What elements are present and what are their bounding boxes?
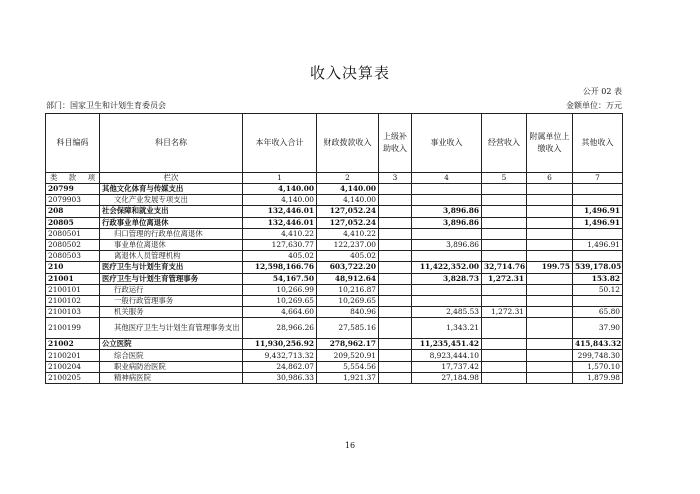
cell-total: 10,269.65 — [243, 295, 317, 306]
xiang-label: 项 — [87, 173, 95, 182]
cell-total: 10,266.99 — [243, 284, 317, 295]
cell-subsidy — [379, 372, 412, 383]
cell-subsidy — [379, 217, 412, 228]
cell-other — [573, 295, 623, 306]
cell-name: 医疗卫生与计划生育支出 — [100, 262, 243, 273]
cell-fiscal: 122,237.00 — [317, 239, 379, 250]
table-row — [46, 372, 623, 383]
cell-operating — [482, 251, 527, 262]
cell-business — [412, 228, 482, 239]
cell-fiscal: 4,140.00 — [317, 195, 379, 206]
cell-fiscal: 10,269.65 — [317, 295, 379, 306]
cell-subsidy — [379, 184, 412, 195]
cell-operating: 1,272.31 — [482, 273, 527, 284]
cell-affiliated — [527, 295, 573, 306]
table-row — [46, 228, 623, 239]
cell-fiscal: 5,554.56 — [317, 361, 379, 372]
cell-name: 行政运行 — [100, 284, 243, 295]
cell-operating: 1,272.31 — [482, 307, 527, 318]
col-number-7: 7 — [573, 173, 623, 184]
cell-business: 3,896.86 — [412, 217, 482, 228]
cell-total: 24,862.07 — [243, 361, 317, 372]
cell-fiscal: 278,962.17 — [317, 339, 379, 350]
cell-subsidy — [379, 339, 412, 350]
cell-affiliated — [527, 228, 573, 239]
cell-fiscal: 603,722.20 — [317, 262, 379, 273]
cell-total: 127,630.77 — [243, 239, 317, 250]
table-row — [46, 295, 623, 306]
form-number: 公开 02 表 — [582, 87, 622, 96]
cell-name: 公立医院 — [100, 339, 243, 350]
cell-code: 210 — [46, 262, 100, 273]
cell-code: 2100103 — [46, 307, 100, 318]
cell-code: 21001 — [46, 273, 100, 284]
cell-affiliated — [527, 318, 573, 339]
cell-operating — [482, 372, 527, 383]
cell-affiliated — [527, 350, 573, 361]
col-number-3: 3 — [379, 173, 412, 184]
kuan-label: 款 — [68, 173, 77, 182]
cell-other — [573, 251, 623, 262]
cell-affiliated — [527, 361, 573, 372]
cell-affiliated — [527, 372, 573, 383]
col-affiliated: 附属单位上缴收入 — [527, 114, 573, 173]
cell-fiscal: 4,410.22 — [317, 228, 379, 239]
cell-business — [412, 295, 482, 306]
cell-operating — [482, 228, 527, 239]
cell-name: 综合医院 — [100, 350, 243, 361]
cell-name: 机关服务 — [100, 307, 243, 318]
cell-affiliated — [527, 251, 573, 262]
table-row — [46, 184, 623, 195]
col-name: 科目名称 — [100, 114, 243, 173]
cell-operating: 32,714.76 — [482, 262, 527, 273]
cell-name: 归口管理的行政单位离退休 — [100, 228, 243, 239]
cell-operating — [482, 195, 527, 206]
cell-affiliated — [527, 273, 573, 284]
class-section-item — [46, 173, 100, 184]
cell-fiscal: 209,520.91 — [317, 350, 379, 361]
cell-operating — [482, 339, 527, 350]
cell-code: 2080503 — [46, 251, 100, 262]
cell-operating — [482, 350, 527, 361]
cell-operating — [482, 239, 527, 250]
cell-business: 3,896.86 — [412, 206, 482, 217]
col-other: 其他收入 — [573, 114, 623, 173]
income-table — [45, 113, 623, 384]
cell-other: 415,843.32 — [573, 339, 623, 350]
cell-business — [412, 251, 482, 262]
cell-name: 一般行政管理事务 — [100, 295, 243, 306]
cell-other — [573, 228, 623, 239]
cell-total: 54,167.50 — [243, 273, 317, 284]
col-subsidy: 上级补助收入 — [379, 114, 412, 173]
table-row — [46, 195, 623, 206]
table-row — [46, 273, 623, 284]
table-row — [46, 251, 623, 262]
cell-code: 20805 — [46, 217, 100, 228]
cell-business: 11,422,352.00 — [412, 262, 482, 273]
cell-subsidy — [379, 350, 412, 361]
cell-subsidy — [379, 273, 412, 284]
cell-business: 8,923,444.10 — [412, 350, 482, 361]
cell-name: 精神病医院 — [100, 372, 243, 383]
cell-other — [573, 195, 623, 206]
lei-label: 类 — [50, 173, 58, 182]
table-row — [46, 350, 623, 361]
cell-affiliated — [527, 239, 573, 250]
cell-total: 28,966.26 — [243, 318, 317, 339]
col-business: 事业收入 — [412, 114, 482, 173]
cell-other: 65.80 — [573, 307, 623, 318]
cell-fiscal: 405.02 — [317, 251, 379, 262]
cell-fiscal: 48,912.64 — [317, 273, 379, 284]
cell-operating — [482, 184, 527, 195]
cell-fiscal: 27,585.16 — [317, 318, 379, 339]
table-row — [46, 307, 623, 318]
cell-total: 4,410.22 — [243, 228, 317, 239]
cell-business: 3,828.73 — [412, 273, 482, 284]
cell-subsidy — [379, 195, 412, 206]
cell-total: 9,432,713.32 — [243, 350, 317, 361]
cell-code: 20799 — [46, 184, 100, 195]
table-row — [46, 361, 623, 372]
cell-subsidy — [379, 295, 412, 306]
cell-fiscal: 840.96 — [317, 307, 379, 318]
cell-name: 行政事业单位离退休 — [100, 217, 243, 228]
cell-name: 其他文化体育与传媒支出 — [100, 184, 243, 195]
cell-operating — [482, 217, 527, 228]
cell-name: 事业单位离退休 — [100, 239, 243, 250]
cell-affiliated — [527, 339, 573, 350]
cell-affiliated — [527, 307, 573, 318]
cell-total: 132,446.01 — [243, 217, 317, 228]
table-row — [46, 217, 623, 228]
department-label: 部门：国家卫生和计划生育委员会 — [46, 101, 166, 110]
cell-business — [412, 284, 482, 295]
cell-name: 社会保障和就业支出 — [100, 206, 243, 217]
cell-affiliated — [527, 206, 573, 217]
cell-business: 3,896.86 — [412, 239, 482, 250]
col-total: 本年收入合计 — [243, 114, 317, 173]
cell-fiscal: 4,140.00 — [317, 184, 379, 195]
cell-affiliated — [527, 184, 573, 195]
cell-code: 2100102 — [46, 295, 100, 306]
cell-operating — [482, 284, 527, 295]
cell-name: 其他医疗卫生与计划生育管理事务支出 — [100, 318, 243, 339]
col-operating: 经营收入 — [482, 114, 527, 173]
cell-business — [412, 184, 482, 195]
cell-code: 2100205 — [46, 372, 100, 383]
col-number-5: 5 — [482, 173, 527, 184]
cell-code: 2100199 — [46, 318, 100, 339]
cell-business: 17,737.42 — [412, 361, 482, 372]
cell-name: 文化产业发展专项支出 — [100, 195, 243, 206]
cell-code: 2080501 — [46, 228, 100, 239]
cell-affiliated: 199.75 — [527, 262, 573, 273]
cell-code: 21002 — [46, 339, 100, 350]
cell-fiscal: 10,216.87 — [317, 284, 379, 295]
cell-subsidy — [379, 361, 412, 372]
cell-total: 405.02 — [243, 251, 317, 262]
col-number-4: 4 — [412, 173, 482, 184]
cell-total: 4,664.60 — [243, 307, 317, 318]
cell-other: 50.12 — [573, 284, 623, 295]
cell-other: 1,570.10 — [573, 361, 623, 372]
table-row — [46, 239, 623, 250]
cell-code: 2100204 — [46, 361, 100, 372]
cell-code: 2079903 — [46, 195, 100, 206]
cell-subsidy — [379, 262, 412, 273]
table-row — [46, 206, 623, 217]
cell-total: 30,986.33 — [243, 372, 317, 383]
column-number-row — [46, 173, 623, 184]
cell-subsidy — [379, 307, 412, 318]
cell-total: 11,930,256.92 — [243, 339, 317, 350]
cell-subsidy — [379, 318, 412, 339]
cell-business: 2,485.53 — [412, 307, 482, 318]
cell-other: 1,496.91 — [573, 217, 623, 228]
table-row — [46, 262, 623, 273]
cell-business — [412, 195, 482, 206]
cell-fiscal: 127,052.24 — [317, 217, 379, 228]
cell-other: 1,496.91 — [573, 206, 623, 217]
cell-operating — [482, 206, 527, 217]
cell-subsidy — [379, 228, 412, 239]
cell-operating — [482, 318, 527, 339]
cell-code: 2080502 — [46, 239, 100, 250]
cell-subsidy — [379, 251, 412, 262]
cell-affiliated — [527, 217, 573, 228]
cell-name: 职业病防治医院 — [100, 361, 243, 372]
cell-operating — [482, 295, 527, 306]
table-row — [46, 318, 623, 339]
cell-operating — [482, 361, 527, 372]
col-number-1: 1 — [243, 173, 317, 184]
cell-total: 12,598,166.76 — [243, 262, 317, 273]
col-number-6: 6 — [527, 173, 573, 184]
cell-other: 1,496.91 — [573, 239, 623, 250]
cell-other: 299,748.30 — [573, 350, 623, 361]
cell-total: 4,140.00 — [243, 195, 317, 206]
cell-total: 132,446.01 — [243, 206, 317, 217]
cell-name: 医疗卫生与计划生育管理事务 — [100, 273, 243, 284]
cell-fiscal: 1,921.37 — [317, 372, 379, 383]
cell-other: 37.90 — [573, 318, 623, 339]
cell-subsidy — [379, 239, 412, 250]
cell-subsidy — [379, 206, 412, 217]
table-row — [46, 284, 623, 295]
col-code: 科目编码 — [46, 114, 100, 173]
cell-other — [573, 184, 623, 195]
cell-other: 153.82 — [573, 273, 623, 284]
table-row — [46, 339, 623, 350]
cell-business: 27,184.98 — [412, 372, 482, 383]
cell-other: 1,879.98 — [573, 372, 623, 383]
cell-fiscal: 127,052.24 — [317, 206, 379, 217]
cell-business: 11,235,451.42 — [412, 339, 482, 350]
col-number-2: 2 — [317, 173, 379, 184]
lanci-label: 栏次 — [100, 173, 243, 184]
page-title: 收入决算表 — [309, 64, 390, 82]
cell-subsidy — [379, 284, 412, 295]
page-number: 16 — [344, 441, 356, 450]
amount-unit-label: 金额单位：万元 — [566, 101, 622, 110]
cell-code: 2100101 — [46, 284, 100, 295]
cell-code: 2100201 — [46, 350, 100, 361]
cell-code: 208 — [46, 206, 100, 217]
col-fiscal: 财政拨款收入 — [317, 114, 379, 173]
cell-total: 4,140.00 — [243, 184, 317, 195]
cell-business: 1,343.21 — [412, 318, 482, 339]
column-header-row — [46, 114, 623, 173]
cell-affiliated — [527, 284, 573, 295]
cell-other: 539,178.05 — [573, 262, 623, 273]
cell-name: 离退休人员管理机构 — [100, 251, 243, 262]
cell-affiliated — [527, 195, 573, 206]
